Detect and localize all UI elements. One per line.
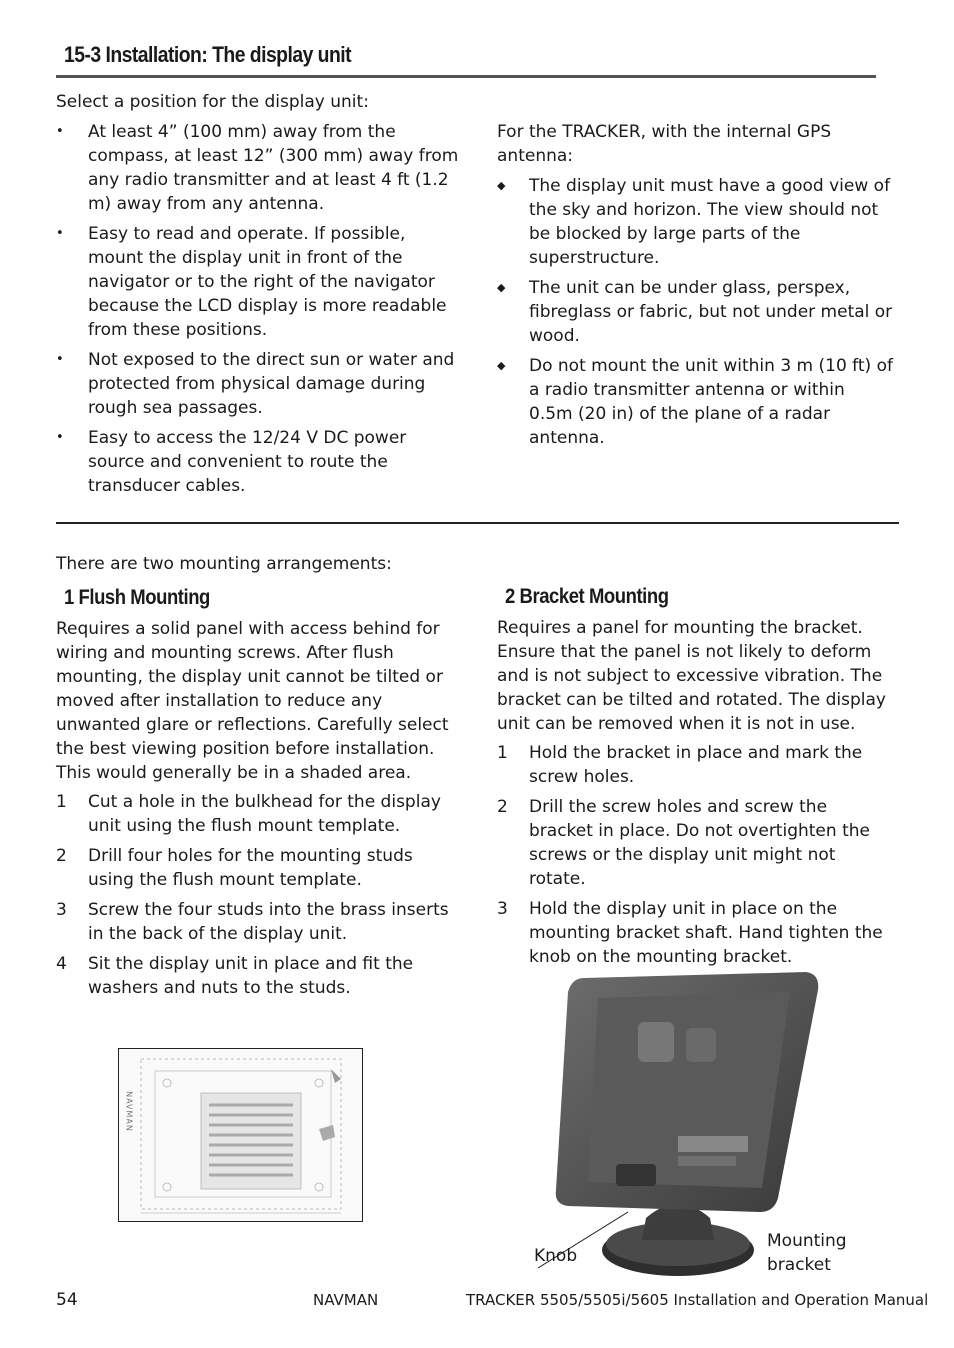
bullet-icon: • [56,430,64,445]
footer-brand: NAVMAN [313,1291,379,1309]
list-item: • Easy to read and operate. If possible, mount the display unit in front of the navigator or to the right of the navigator because the LCD display is more readable from these positions. [56,224,447,340]
mounting-intro: There are two mounting arrangements: [56,554,392,574]
list-item: • Easy to access the 12/24 V DC power source and convenient to route the transducer cables. [56,428,407,496]
list-item: 2 Drill the screw holes and screw the bracket in place. Do not overtighten the screws or the display unit might not rotate. [497,797,870,889]
bullet-icon: • [56,226,64,241]
diamond-bullet-icon: ◆ [497,359,506,372]
footer-manual-title: TRACKER 5505/5505i/5605 Installation and Operation Manual [466,1291,929,1309]
section-divider [56,522,899,524]
template-brand-text: NAVMAN [124,1091,134,1132]
gps-intro: For the TRACKER, with the internal GPS antenna: [497,122,832,166]
template-drawing [119,1049,362,1221]
list-item: 4 Sit the display unit in place and fit the washers and nuts to the studs. [56,954,414,998]
mounting-bracket-label-line1: Mounting [767,1231,847,1251]
flush-steps-list [56,790,460,1006]
position-bullet-list [56,120,460,504]
list-item: • Not exposed to the direct sun or water and protected from physical damage during rough sea passages. [56,350,455,418]
gps-bullet-list [497,174,893,456]
list-item: 3 Hold the display unit in place on the mounting bracket shaft. Hand tighten the knob on the mounting bracket. [497,899,883,967]
page-number: 54 [56,1290,78,1310]
bullet-icon: • [56,352,64,367]
list-item: 3 Screw the four studs into the brass inserts in the back of the display unit. [56,900,449,944]
mounting-bracket-label-line2: bracket [767,1255,831,1275]
position-intro: Select a position for the display unit: [56,92,369,112]
list-item: • At least 4” (100 mm) away from the compass, at least 12” (300 mm) away from any radio transmitter and at least 4 ft (1.2 m) away from any antenna. [56,122,459,214]
list-item: ◆ The unit can be under glass, perspex, fibreglass or fabric, but not under metal or wood. [497,278,893,346]
diamond-bullet-icon: ◆ [497,179,506,192]
list-item: 1 Hold the bracket in place and mark the screw holes. [497,743,863,787]
bracket-steps-list [497,741,893,975]
flush-mounting-heading: 1 Flush Mounting [64,586,210,609]
list-item: ◆ Do not mount the unit within 3 m (10 ft) of a radio transmitter antenna or within 0.5m (20 in) of the plane of a radar antenna. [497,356,893,448]
list-item: ◆ The display unit must have a good view of the sky and horizon. The view should not be blocked by large parts of the superstructure. [497,176,891,268]
bracket-mounting-heading: 2 Bracket Mounting [505,585,669,608]
page-title: 15-3 Installation: The display unit [64,42,352,67]
knob-label: Knob [534,1246,578,1266]
title-rule [56,75,876,78]
bracket-mounting-paragraph: Requires a panel for mounting the bracket. Ensure that the panel is not likely to deform and is not subject to excessive vibration. The bracket can be tilted and rotated. The display unit can be removed when it is not in use. [497,618,886,734]
bullet-icon: • [56,124,64,139]
diamond-bullet-icon: ◆ [497,281,506,294]
list-item: 1 Cut a hole in the bulkhead for the display unit using the flush mount template. [56,792,441,836]
flush-mount-template-figure [118,1048,363,1222]
list-item: 2 Drill four holes for the mounting studs using the flush mount template. [56,846,413,890]
flush-mounting-paragraph: Requires a solid panel with access behind for wiring and mounting screws. After flush mounting, the display unit cannot be tilted or moved after installation to reduce any unwanted glare or reflections. Carefully select the best viewing position before installation. This would generally be in a shaded area. [56,619,449,783]
